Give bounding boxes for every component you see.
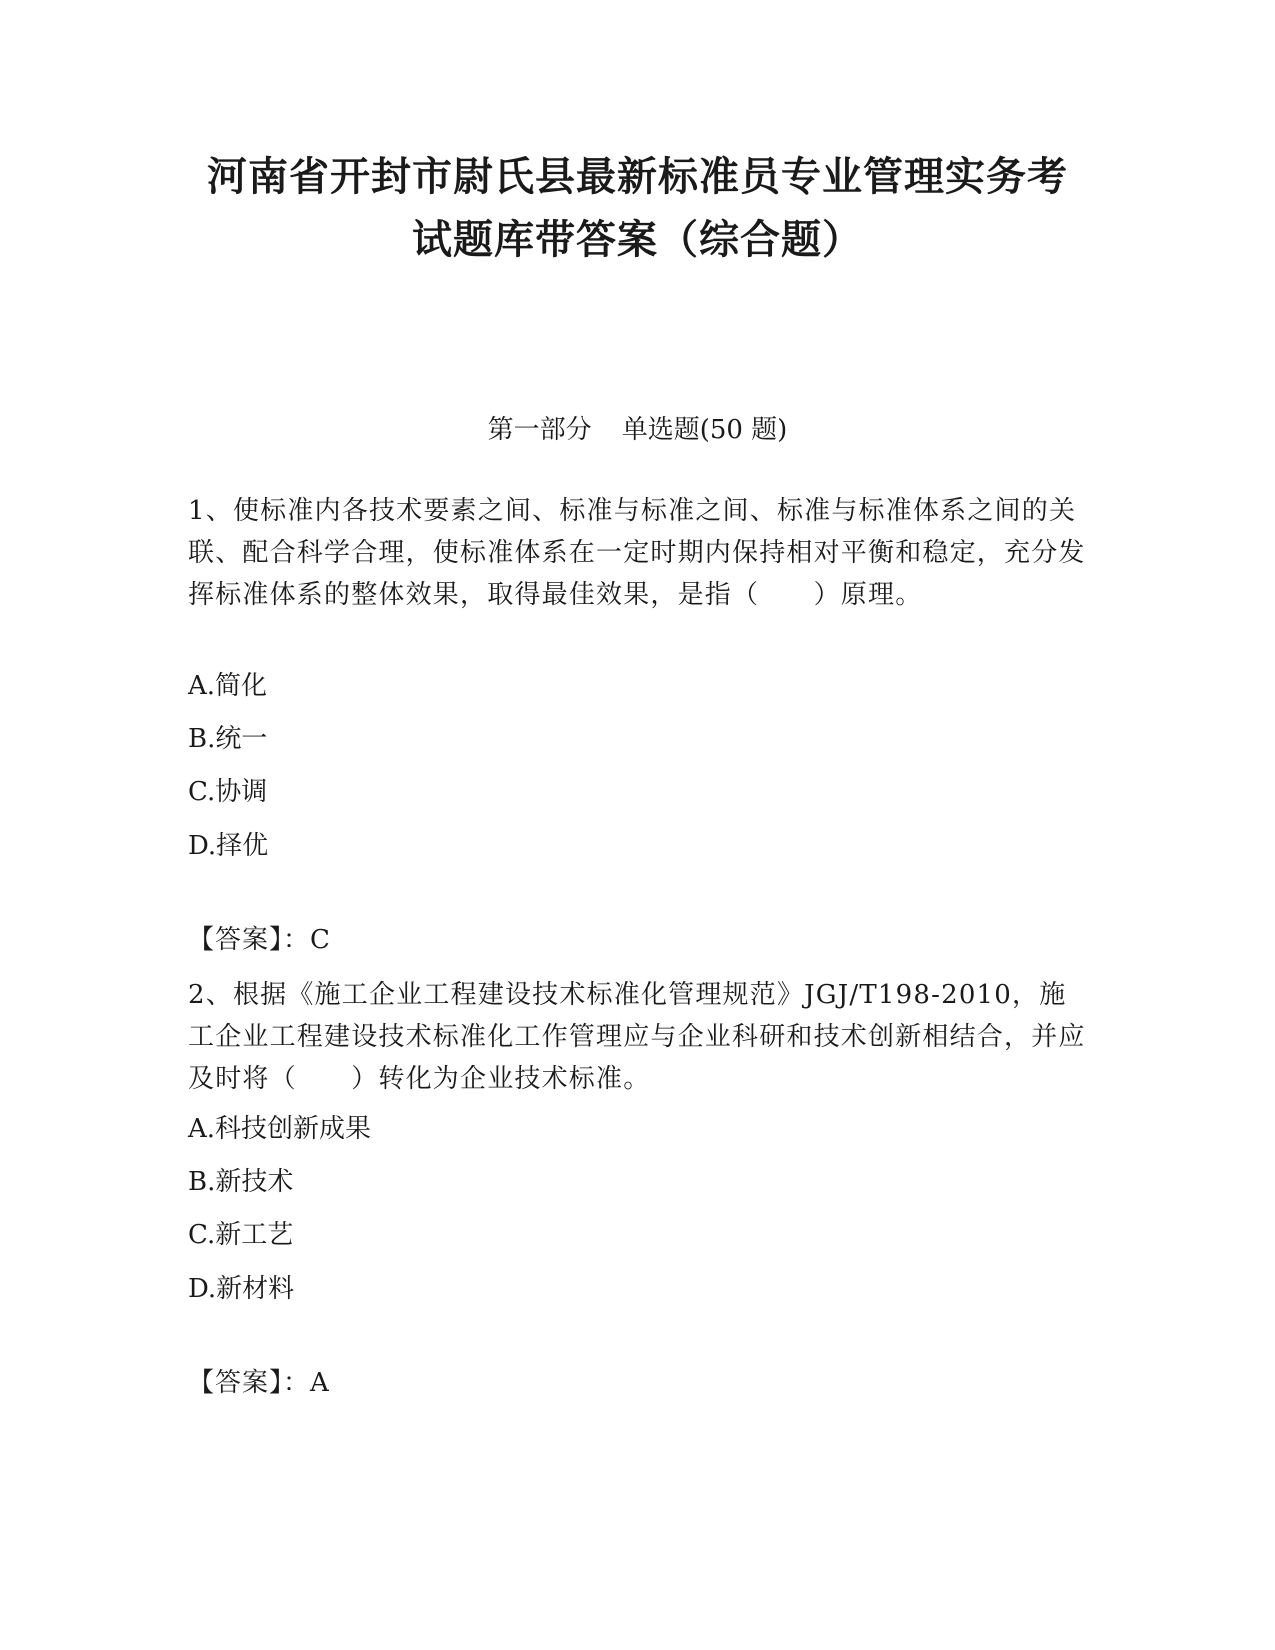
section-part: 第一部分 — [487, 415, 592, 445]
question-2 — [188, 974, 1088, 1100]
document-title-line-1: 河南省开封市尉氏县最新标准员专业管理实务考 — [207, 154, 1068, 200]
question-2-option-d: D.新材料 — [188, 1274, 295, 1304]
question-1-option-c: C.协调 — [188, 777, 268, 807]
section-heading — [0, 412, 1275, 448]
question-1-answer — [188, 922, 330, 958]
question-2-option-c: C.新工艺 — [188, 1220, 294, 1250]
question-2-answer — [188, 1365, 329, 1401]
section-name: 单选题(50 题) — [621, 415, 788, 445]
document-title-line-2: 试题库带答案（综合题） — [412, 217, 863, 263]
question-1-option-a: A.简化 — [188, 671, 268, 701]
answer-value: C — [310, 925, 330, 955]
question-1-option-d: D.择优 — [188, 831, 269, 861]
question-1-option-b: B.统一 — [188, 724, 268, 754]
question-2-option-b: B.新技术 — [188, 1167, 294, 1197]
question-stem: 2、根据《施工企业工程建设技术标准化管理规范》JGJ/T198-2010，施工企业工程建设技术标准化工作管理应与企业科研和技术创新相结合，并应及时将（ ）转化为企业技术标准。 — [188, 980, 1086, 1094]
answer-label: 【答案】： — [188, 1368, 311, 1398]
question-2-option-a: A.科技创新成果 — [188, 1114, 372, 1144]
answer-value: A — [310, 1368, 329, 1398]
answer-label: 【答案】： — [188, 925, 311, 955]
question-stem: 1、使标准内各技术要素之间、标准与标准之间、标准与标准体系之间的关联、配合科学合理，使标准体系在一定时期内保持相对平衡和稳定，充分发挥标准体系的整体效果，取得最佳效果，是指（ ）原理。 — [188, 496, 1086, 610]
question-1 — [188, 490, 1088, 616]
